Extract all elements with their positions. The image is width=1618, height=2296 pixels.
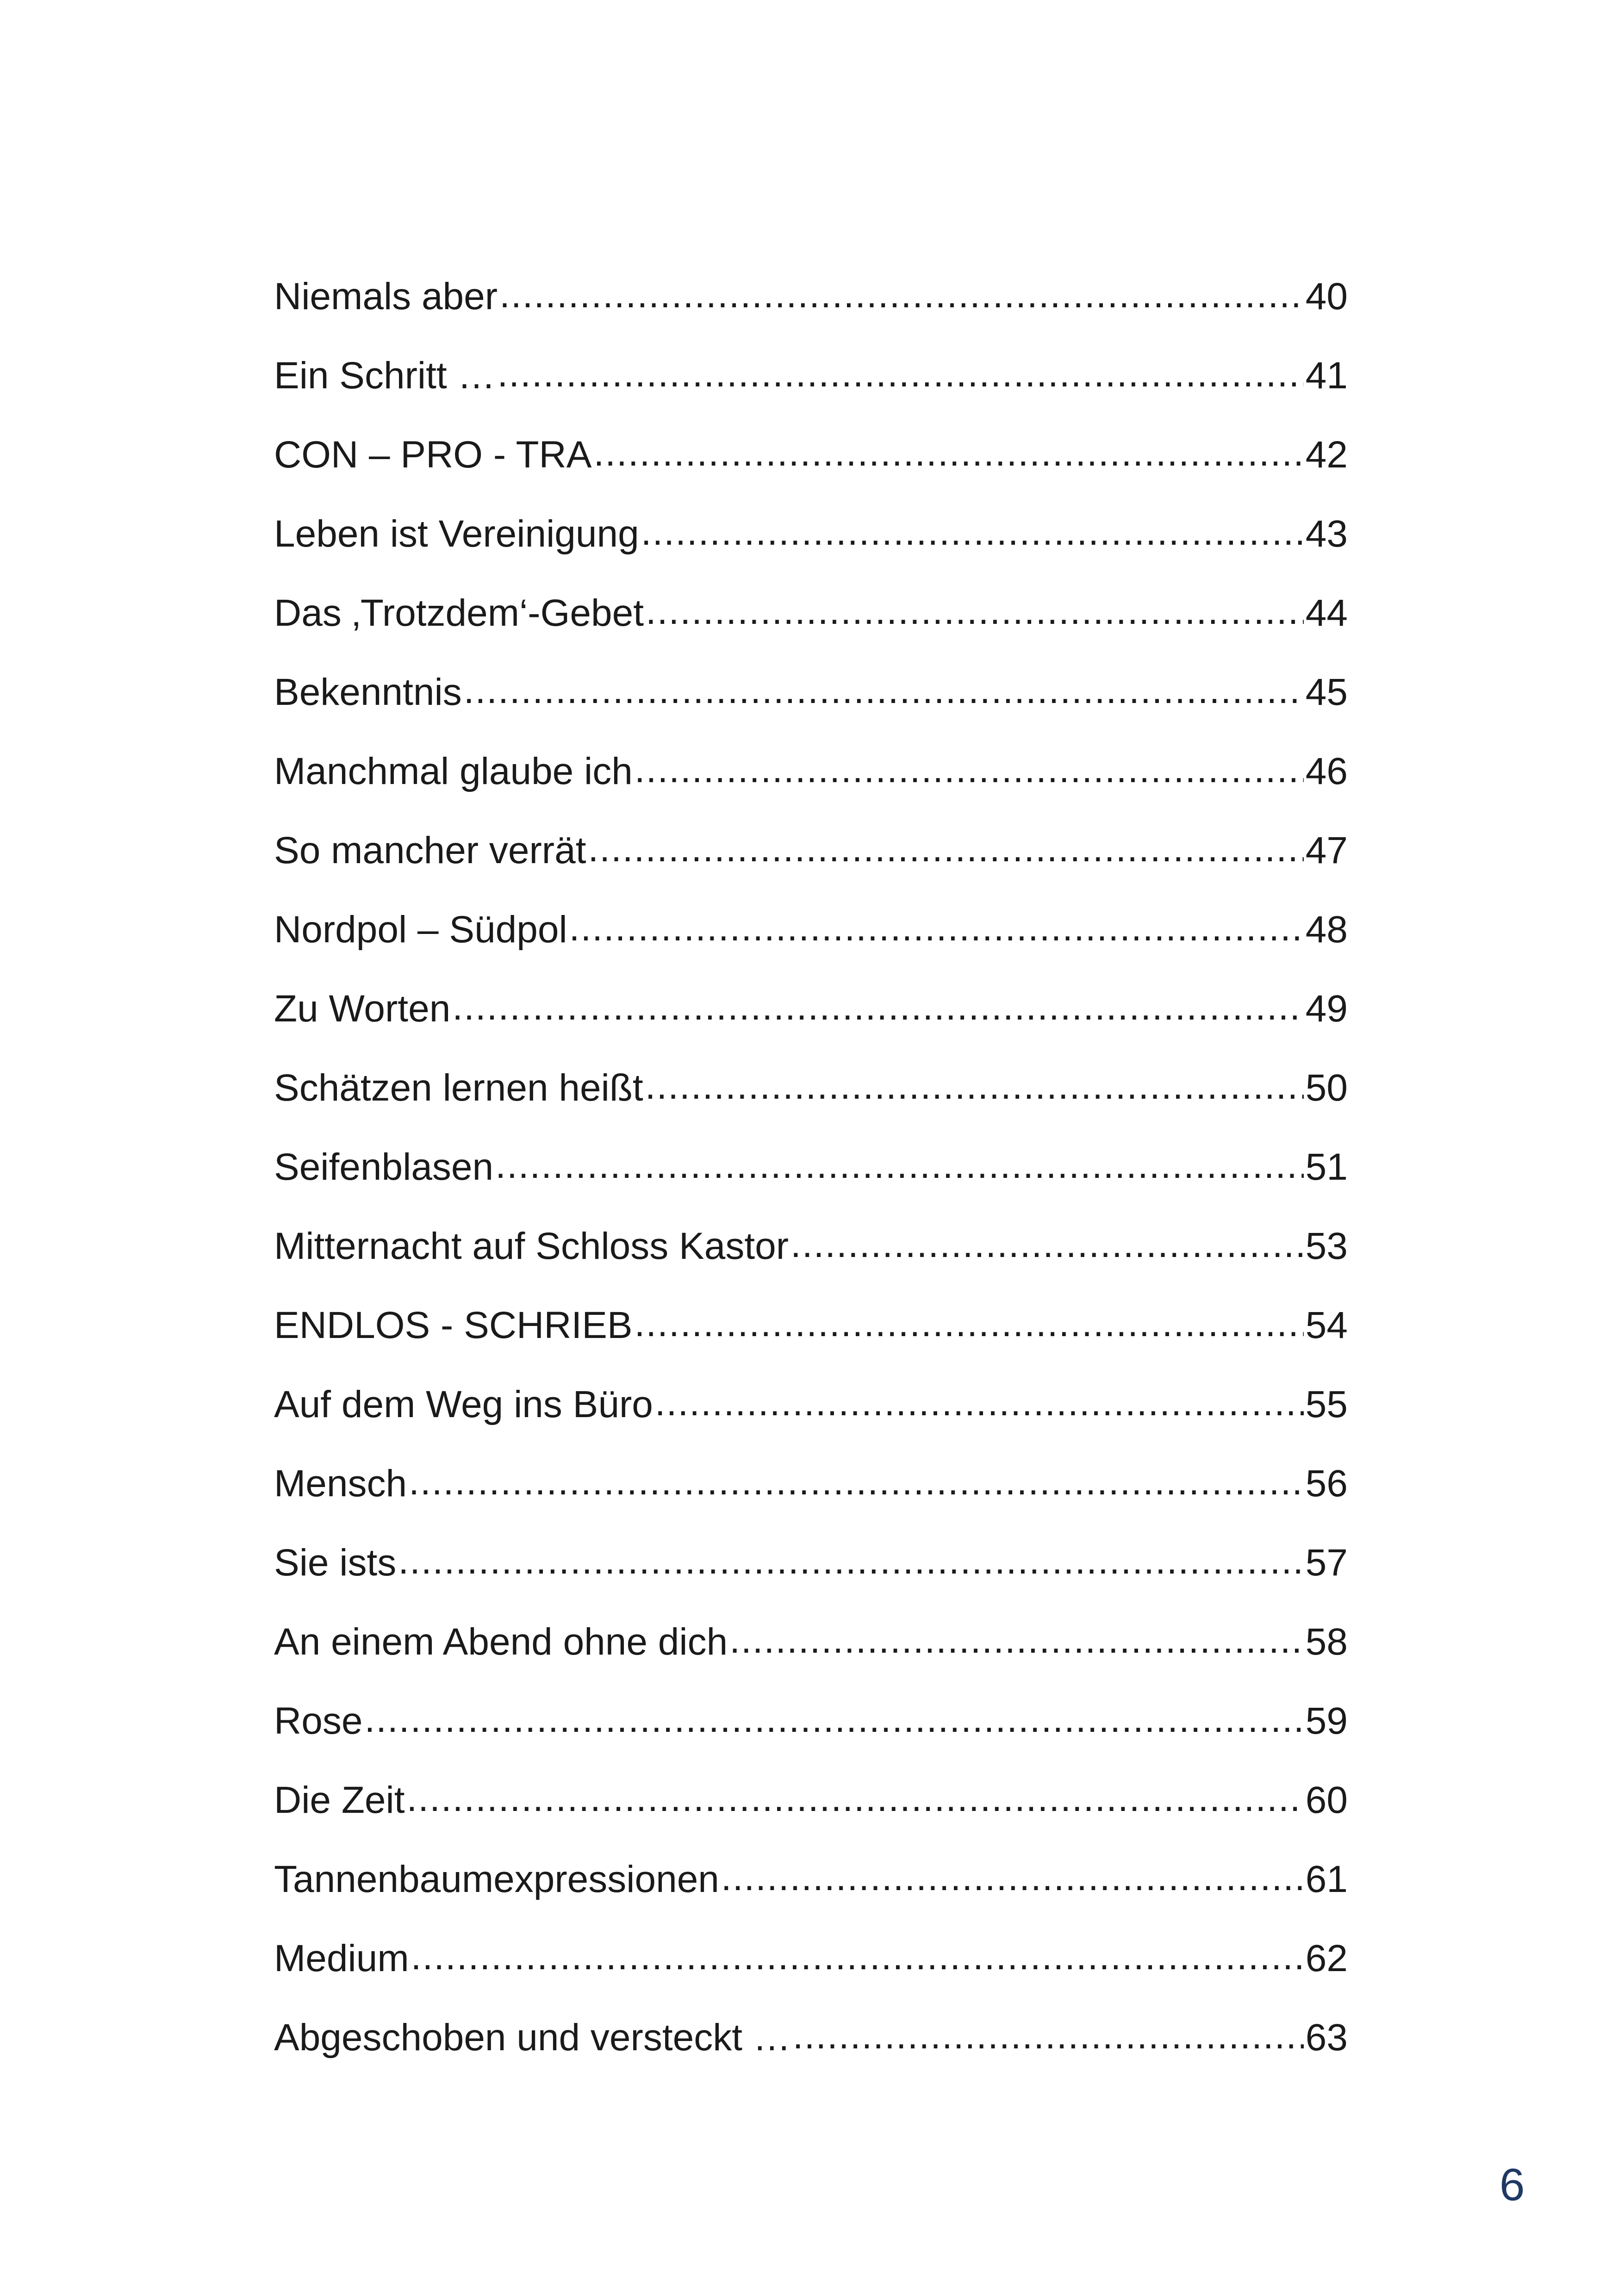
toc-entry[interactable] — [274, 1681, 1348, 1761]
toc-entry-page: 40 — [1305, 275, 1348, 317]
toc-entry[interactable] — [274, 494, 1348, 573]
dot-leader — [497, 334, 1303, 413]
toc-entry[interactable] — [274, 811, 1348, 890]
toc-entry-page: 46 — [1305, 750, 1348, 792]
toc-entry-page: 42 — [1305, 434, 1348, 476]
page-number: 6 — [1500, 2159, 1525, 2210]
toc-entry-title: Bekenntnis — [274, 671, 462, 713]
toc-entry-page: 56 — [1305, 1462, 1348, 1505]
dot-leader — [499, 255, 1304, 334]
toc-entry-title: Medium — [274, 1937, 409, 1979]
toc-entry[interactable] — [274, 415, 1348, 494]
toc-entry-title: An einem Abend ohne dich — [274, 1621, 728, 1663]
toc-entry[interactable] — [274, 257, 1348, 336]
toc-entry-page: 58 — [1305, 1621, 1348, 1663]
toc-entry[interactable] — [274, 653, 1348, 732]
toc-entry-page: 49 — [1305, 988, 1348, 1030]
toc-entry[interactable] — [274, 573, 1348, 653]
dot-leader — [588, 809, 1304, 888]
toc-entry[interactable] — [274, 732, 1348, 811]
toc-entry-page: 43 — [1305, 513, 1348, 555]
toc-entry[interactable] — [274, 1127, 1348, 1207]
dot-leader — [646, 572, 1304, 651]
toc-entry-title: So mancher verrät — [274, 829, 586, 871]
toc-entry-title: Abgeschoben und versteckt … — [274, 2016, 791, 2059]
toc-entry-page: 51 — [1305, 1146, 1348, 1188]
toc-entry[interactable] — [274, 1444, 1348, 1523]
dot-leader — [593, 413, 1303, 492]
toc-entry-title: Die Zeit — [274, 1779, 405, 1821]
toc-entry[interactable] — [274, 1998, 1348, 2077]
toc-entry-page: 57 — [1305, 1542, 1348, 1584]
toc-entry-page: 44 — [1305, 592, 1348, 634]
toc-entry[interactable] — [274, 1207, 1348, 1286]
dot-leader — [655, 1363, 1304, 1442]
toc-entry-page: 50 — [1305, 1067, 1348, 1109]
toc-entry-title: Manchmal glaube ich — [274, 750, 633, 792]
toc-entry-page: 45 — [1305, 671, 1348, 713]
toc-entry-title: Nordpol – Südpol — [274, 908, 567, 951]
dot-leader — [793, 1996, 1304, 2075]
toc-entry-title: Sie ists — [274, 1542, 397, 1584]
toc-entry[interactable] — [274, 1048, 1348, 1127]
toc-entry-title: CON – PRO - TRA — [274, 434, 592, 476]
toc-entry[interactable] — [274, 1365, 1348, 1444]
dot-leader — [729, 1600, 1304, 1680]
table-of-contents — [274, 257, 1348, 2077]
toc-entry-title: Seifenblasen — [274, 1146, 494, 1188]
toc-entry-page: 61 — [1305, 1858, 1348, 1900]
toc-entry-page: 55 — [1305, 1383, 1348, 1425]
toc-entry-page: 63 — [1305, 2016, 1348, 2059]
toc-entry-title: Tannenbaumexpressionen — [274, 1858, 719, 1900]
dot-leader — [569, 888, 1304, 967]
dot-leader — [364, 1680, 1303, 1759]
toc-entry-title: Schätzen lernen heißt — [274, 1067, 643, 1109]
toc-entry-page: 48 — [1305, 908, 1348, 951]
dot-leader — [635, 1284, 1304, 1363]
toc-entry-page: 59 — [1305, 1700, 1348, 1742]
toc-entry[interactable] — [274, 1286, 1348, 1365]
toc-entry-page: 47 — [1305, 829, 1348, 871]
dot-leader — [464, 651, 1304, 730]
toc-entry[interactable] — [274, 1761, 1348, 1840]
toc-entry[interactable] — [274, 1840, 1348, 1919]
dot-leader — [452, 967, 1303, 1046]
toc-entry-title: Ein Schritt … — [274, 355, 496, 397]
toc-entry[interactable] — [274, 890, 1348, 969]
toc-entry-title: Rose — [274, 1700, 363, 1742]
toc-entry-title: Zu Worten — [274, 988, 451, 1030]
dot-leader — [409, 1442, 1304, 1521]
dot-leader — [721, 1838, 1304, 1917]
dot-leader — [407, 1759, 1304, 1838]
dot-leader — [635, 730, 1304, 809]
toc-entry-page: 54 — [1305, 1304, 1348, 1346]
toc-entry-title: Auf dem Weg ins Büro — [274, 1383, 653, 1425]
toc-entry-page: 60 — [1305, 1779, 1348, 1821]
toc-entry[interactable] — [274, 336, 1348, 415]
toc-entry[interactable] — [274, 969, 1348, 1048]
dot-leader — [641, 492, 1304, 572]
toc-entry-title: Das ‚Trotzdem‘-Gebet — [274, 592, 644, 634]
toc-entry-title: Niemals aber — [274, 275, 498, 317]
dot-leader — [495, 1126, 1304, 1205]
toc-entry-title: Mensch — [274, 1462, 407, 1505]
dot-leader — [411, 1917, 1304, 1996]
toc-entry-page: 53 — [1305, 1225, 1348, 1267]
dot-leader — [398, 1521, 1303, 1600]
dot-leader — [790, 1205, 1304, 1284]
toc-entry[interactable] — [274, 1919, 1348, 1998]
toc-entry[interactable] — [274, 1602, 1348, 1681]
toc-entry-title: Mitternacht auf Schloss Kastor — [274, 1225, 789, 1267]
dot-leader — [645, 1046, 1304, 1126]
toc-entry-page: 62 — [1305, 1937, 1348, 1979]
toc-entry-title: Leben ist Vereinigung — [274, 513, 639, 555]
toc-entry-page: 41 — [1305, 355, 1348, 397]
toc-entry-title: ENDLOS - SCHRIEB — [274, 1304, 633, 1346]
toc-entry[interactable] — [274, 1523, 1348, 1602]
